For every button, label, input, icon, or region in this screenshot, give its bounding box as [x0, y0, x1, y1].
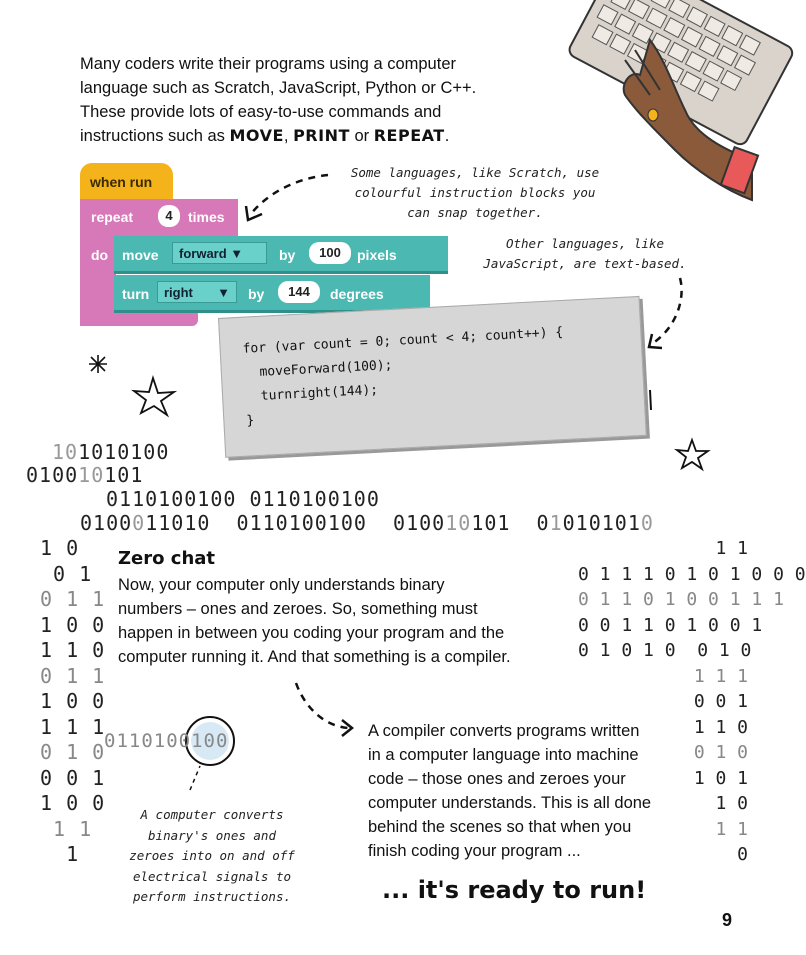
- pixels-label: pixels: [357, 247, 397, 263]
- binary-column-row: 1 0: [715, 793, 748, 814]
- direction-dropdown: forward ▼: [172, 242, 267, 264]
- code-text: [219, 297, 644, 435]
- body-line: A compiler converts programs written: [368, 722, 640, 740]
- binary-digits: 0: [640, 511, 654, 535]
- body-line: code – those ones and zeroes your: [368, 770, 626, 788]
- body-line: in a computer language into machine: [368, 746, 639, 764]
- ready-to-run-text: ... it's ready to run!: [382, 876, 647, 904]
- intro-text: .: [444, 127, 450, 145]
- binary-digits: 1010100: [78, 440, 170, 464]
- intro-line: These provide lots of easy-to-use commands and: [80, 103, 442, 121]
- binary-left-column: [40, 536, 106, 868]
- signal-binary: 0110100100: [104, 730, 229, 752]
- intro-text: instructions such as: [80, 127, 230, 145]
- binary-digits: 101: [104, 463, 144, 487]
- turn-direction-text: right: [164, 285, 193, 300]
- binary-column-row: 0 0 1: [693, 691, 748, 712]
- code-line: for (var count = 0; count < 4; count++) {: [242, 324, 564, 357]
- binary-column-row: 0 1 0: [40, 740, 106, 764]
- binary-column-row: 1 1: [715, 818, 748, 840]
- binary-digits: 0101: [562, 511, 615, 535]
- note-line: colourful instruction blocks you: [354, 185, 596, 200]
- binary-digits: 10: [52, 440, 79, 464]
- repeat-count: 4: [158, 205, 180, 227]
- binary-digits: 0100: [393, 511, 446, 535]
- binary-column-row: 1 1 1: [40, 714, 106, 739]
- body-line: computer understands. This is all done: [368, 794, 652, 812]
- binary-column-row: 1 1 1: [693, 665, 748, 687]
- binary-column-row: 0 1 0 1 0 0 1 0: [578, 640, 752, 661]
- binary-column-row: 1 0 0: [40, 612, 106, 637]
- turn-label: turn: [122, 286, 150, 302]
- page-number: 9: [722, 910, 733, 930]
- binary-digits: 0100: [26, 463, 79, 487]
- caption-line: zeroes into on and off: [129, 848, 295, 863]
- binary-digits: 01: [614, 511, 641, 535]
- body-line: happen in between you coding your program and the: [118, 624, 505, 642]
- binary-digits: 0110100100: [236, 511, 367, 535]
- binary-column-row: 0 0 1 1 0 1 0 0 1: [578, 614, 763, 636]
- when-run-label: when run: [90, 174, 153, 190]
- caption-line: A computer converts: [140, 807, 284, 822]
- angle-value: 144: [278, 281, 320, 303]
- binary-row-2: [26, 463, 143, 487]
- binary-column-row: 0 1 0: [693, 742, 748, 763]
- by-label: by: [279, 247, 296, 263]
- zero-chat-heading: Zero chat: [118, 548, 216, 569]
- body-line: finish coding your program ...: [368, 842, 581, 860]
- binary-digits: 101: [471, 511, 511, 535]
- binary-column-row: 0 1 1: [40, 663, 106, 688]
- note-line: can snap together.: [407, 205, 543, 220]
- binary-column-row: 0 1 1: [40, 587, 106, 611]
- degrees-label: degrees: [330, 286, 384, 302]
- binary-column-row: 1 1 0: [40, 638, 106, 662]
- binary-column-row: 1 1: [715, 538, 748, 559]
- binary-digits: 1: [549, 511, 563, 535]
- caption-line: electrical signals to: [132, 868, 292, 884]
- binary-column-row: 1 0 0: [40, 689, 106, 713]
- compiler-paragraph: [368, 719, 688, 863]
- binary-digits: 10: [78, 463, 105, 487]
- body-line: computer running it. And that something is a compiler.: [118, 648, 511, 666]
- binary-column-row: 1 0 0: [40, 791, 106, 815]
- binary-column-row: 0 0 1: [40, 765, 106, 790]
- move-label: move: [122, 247, 159, 263]
- binary-column-row: 0 1 1 1 0 1 0 1 0 0 0: [578, 563, 806, 585]
- code-line: turnright(144);: [244, 382, 379, 405]
- do-label: do: [91, 247, 109, 263]
- note-line: JavaScript, are text-based.: [483, 256, 687, 271]
- repeat-label: repeat: [91, 209, 134, 225]
- binary-digits: 0: [536, 511, 550, 535]
- intro-line: Many coders write their programs using a computer: [80, 55, 456, 73]
- binary-column-row: 0: [737, 844, 748, 865]
- code-line: moveForward(100);: [243, 357, 393, 381]
- intro-text: or: [349, 127, 374, 145]
- binary-column-row: 1 1: [40, 816, 93, 841]
- binary-row-1: [52, 440, 169, 464]
- binary-row-3: [106, 487, 380, 511]
- binary-digits: 11010: [145, 511, 211, 535]
- body-line: behind the scenes so that when you: [368, 818, 632, 836]
- binary-column-row: 0 1 1 0 1 0 0 1 1 1: [578, 589, 784, 610]
- keyword-move: MOVE: [229, 126, 284, 145]
- binary-digits: 0110100100: [249, 487, 380, 511]
- code-panel: [218, 296, 647, 458]
- note-line: Some languages, like Scratch, use: [350, 165, 600, 180]
- binary-digits: 0: [132, 511, 146, 535]
- keyword-print: PRINT: [293, 126, 350, 145]
- times-label: times: [188, 209, 225, 225]
- keyword-repeat: REPEAT: [373, 126, 445, 145]
- distance-value: 100: [309, 242, 351, 264]
- binary-column-row: 0 1: [40, 561, 93, 586]
- caption-line: perform instructions.: [132, 889, 292, 904]
- zero-chat-paragraph: [118, 573, 578, 669]
- body-line: numbers – ones and zeroes. So, something must: [118, 600, 478, 618]
- binary-column-row: 1 0 1: [693, 767, 748, 789]
- binary-row-4: [80, 511, 654, 535]
- intro-text: ,: [283, 127, 294, 145]
- binary-digits: 0110100100: [106, 487, 237, 511]
- binary-column-row: 1 1 0: [693, 716, 748, 738]
- body-line: Now, your computer only understands binary: [118, 576, 445, 594]
- intro-line: language such as Scratch, JavaScript, Python or C++.: [80, 79, 477, 97]
- binary-digits: 10: [445, 511, 472, 535]
- binary-column-row: 1: [40, 842, 80, 866]
- binary-column-row: 1 0: [40, 536, 80, 560]
- chevron-down-icon: ▼: [217, 285, 230, 300]
- binary-digits: 0100: [80, 511, 133, 535]
- signal-caption: [112, 805, 312, 908]
- by-label-2: by: [248, 286, 265, 302]
- caption-line: binary's ones and: [148, 827, 276, 843]
- code-line: }: [246, 413, 255, 429]
- note-line: Other languages, like: [505, 236, 665, 251]
